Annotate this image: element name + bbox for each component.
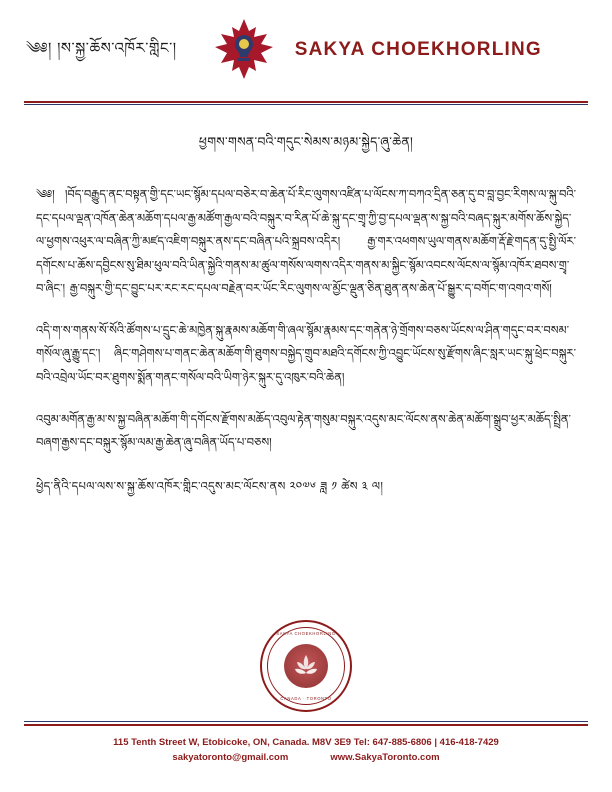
- footer-address: 115 Tenth Street W, Etobicoke, ON, Canada. M8V 3E9 Tel: 647-885-6806 | 416-418-7429: [113, 736, 499, 748]
- organization-name: SAKYA CHOEKHORLING: [294, 39, 542, 60]
- page-footer: [0, 735, 612, 766]
- paragraph-3: འབུམ་མགོན་རྒྱ་མ་ས་སྐྱ་བཞིན་མཆོག་གི་དགོངས་རྫོགས་མཆོད་འབུལ་རྟེན་གསུམ་བསྐུར་འདུས་མང་ལོངས་ནས་ཆེན་མཆོག་སྒྲུབ་ཕྱར་མཆོད་སྤྲིན་བཞག་རྒྱས་དང་བསྐུར་སྙོམ་ལམ་རྒྱ་ཆེན་ཞུ་བཞིན་ཡོད་པ་བཅས།: [36, 411, 571, 450]
- paragraph-1: ༄༅། །བོད་བརྒྱུད་ནང་བསྟན་གྱི་དང་ཡང་སྙོམ་དཔལ་བཅེར་བ་ཆེན་པོ་རིང་ལུགས་འཛིན་པ་ལོངས་ཀ་བཀའ་དྲིན་ཅན་དུ་བ་བླ་བྱང་རིགས་ལ་སྐུ་བའི་དང་དཔལ་ལྡན་འཁོན་ཆེན་མཆོག་དཔལ་རྒྱ་མཚོག་རྒྱལ་བའི་བསྐུར་བ་རིན་པོ་ཆེ་སྐུ་དང་གྲྭ་ཀྱི་བྱ་དཔལ་ལྡན་ས་སྐྱ་བའི་བཞད་སྐུར་མགོས་ཆོས་སྐྱེད་ལ་ཕྱགས་འཕུར་ལ་བཞིན་ཀྱི་མཛད་འཇིག་བསྐུར་ནས་དང་བཞིན་པའི་སྐྲབས་འདིར། རྒྱ་གར་འཕགས་ཡུལ་གནས་མཆོག་རྡོ་རྗེ་གདན་དུ་སྤྱི་ལོར་དགོངས་པ་ཆོས་དབྱིངས་སུ་ཐིམ་ཕུལ་བའི་ཡིན་སྐྱེའི་གནས་མ་ཚུལ་གསོས་ལགས་འདིར་གནས་མ་སྐྱིང་སྙོམ་འབངས་ལོངས་ལ་སྙོམ་འཁོར་ཐབས་གྲྭ་བ་ཞིང་། རྒྱ་བསྐུར་གྱི་དང་བྱུང་པར་རང་རང་དཔལ་བརྗེན་བར་ཡོང་རིང་ལུགས་ལ་མྱོང་ལྡུན་ཅིན་ཐུན་ནས་ཆེན་པོ་སྒྱུར་ད་བགོང་ག་འགའ་གསོ།: [36, 187, 576, 296]
- header-divider: [24, 101, 588, 103]
- footer-divider: [24, 724, 588, 726]
- date-line: ཕྱེད་ནིའི་དཔལ་ལས་ས་སྐྱ་ཆོས་འཁོར་གླིང་འདུས་མང་ལོངས་ནས ༢༠༧༦ ཟླ ༡ ཚེས ༣ ལ།: [36, 478, 384, 493]
- footer-email-link[interactable]: sakyatoronto@gmail.com: [172, 752, 289, 764]
- organization-seal: [260, 620, 352, 712]
- document-title: ཕྱགས་གསན་བའི་གདུང་སེམས་མཉམ་སྐྱེད་ཞུ་ཆེན།: [198, 134, 414, 149]
- seal-text-bottom: CANADA · TORONTO: [280, 696, 332, 701]
- seal-text-top: SAKYA CHOEKHORLING: [276, 631, 336, 636]
- seal-container: [0, 620, 612, 712]
- footer-website-link[interactable]: www.SakyaToronto.com: [330, 752, 440, 764]
- page-header: [0, 0, 612, 100]
- maple-leaf-emblem-icon: [211, 17, 277, 83]
- document-body: [36, 128, 576, 506]
- footer-contact-row: [0, 750, 612, 766]
- lotus-icon: [291, 651, 321, 681]
- header-center: [177, 17, 586, 83]
- header-tibetan-title: ༄༅། །ས་སྐྱ་ཆོས་འཁོར་གླིང་།: [26, 39, 177, 57]
- paragraph-2: འདི་ག་ས་གནས་སོ་སོའི་ཚོགས་པ་དྲུང་ཆེ་མཁྱེན་སྐུ་རྣམས་མཆོག་གི་ཞལ་སྙོམ་རྣམས་དང་གནེན་ཉེ་གྲོགས་བཅས་ཡོངས་ལ་ཤིན་གདུང་བར་བསམ་གསོལ་ཞུ་རྒྱུ་དང་། ཞིང་གཤེགས་པ་གནང་ཆེན་མཆོག་གི་ཐུགས་བསྐྱེད་གྲུབ་མཐའི་དགོངས་ཀྱི་འབྱུང་ཡོངས་སུ་རྫོགས་ཞིང་སླར་ཡང་སྐུ་ཕྲེང་བསྐུར་བའི་འབྲེལ་ཡོང་བར་ཐུགས་སྨོན་གནང་གསོལ་བའི་ཡིག་ཉེར་སྐུར་དུ་འཁུར་བའི་ཆེན།: [36, 322, 576, 384]
